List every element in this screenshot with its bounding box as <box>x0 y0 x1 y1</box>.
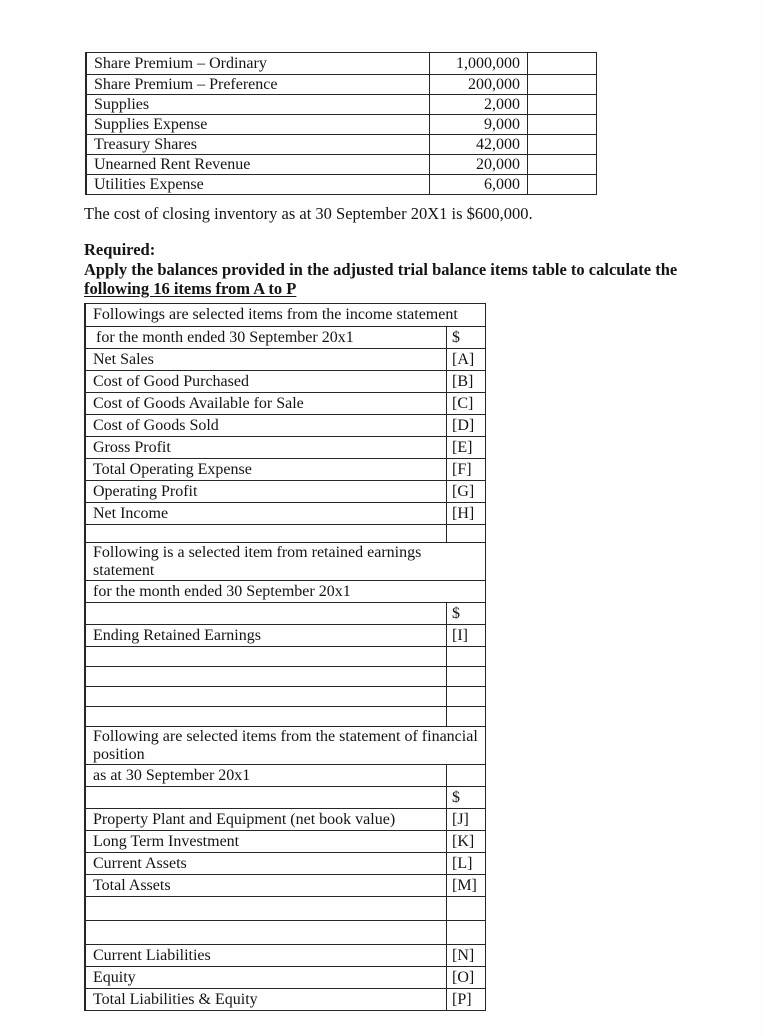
empty-cell <box>446 687 485 706</box>
table-row <box>87 53 596 74</box>
period-label: for the month ended 30 September 20x1 <box>96 328 354 346</box>
item-ref-cell: [M] <box>446 875 485 896</box>
item-row <box>86 830 485 852</box>
trial-extra-cell <box>527 115 596 134</box>
item-label-cell: Cost of Goods Sold <box>93 416 219 434</box>
period-row <box>86 580 485 602</box>
item-ref-cell: [B] <box>446 371 485 392</box>
item-label-cell: Total Operating Expense <box>93 460 252 478</box>
empty-row <box>86 646 485 666</box>
empty-cell <box>86 647 446 666</box>
trial-extra-cell <box>527 155 596 174</box>
item-label-cell: Net Sales <box>93 350 154 368</box>
item-ref-cell: [O] <box>446 967 485 988</box>
required-label: Required: <box>84 240 156 259</box>
section-title: Following is a selected item from retained earnings statement <box>93 544 422 579</box>
trial-label-cell: Treasury Shares <box>94 135 197 153</box>
item-ref-cell: [G] <box>446 481 485 502</box>
items-table <box>84 303 486 1011</box>
period-label: for the month ended 30 September 20x1 <box>93 582 351 600</box>
section-title-row <box>86 726 485 764</box>
period-label: as at 30 September 20x1 <box>93 766 251 784</box>
trial-extra-cell <box>527 95 596 114</box>
table-row <box>87 94 596 114</box>
empty-cell <box>446 707 485 726</box>
item-row <box>86 874 485 896</box>
item-row <box>86 944 485 966</box>
empty-cell <box>86 687 446 706</box>
item-ref-cell: [E] <box>446 437 485 458</box>
empty-cell <box>446 647 485 666</box>
table-row <box>87 74 596 94</box>
empty-row <box>86 920 485 944</box>
empty-cell <box>446 525 485 542</box>
item-ref-cell: [K] <box>446 831 485 852</box>
section-title-row <box>86 542 485 580</box>
trial-value-cell: 200,000 <box>429 75 527 94</box>
trial-value-cell: 2,000 <box>429 95 527 114</box>
empty-row <box>86 896 485 920</box>
currency-row <box>86 786 485 808</box>
trial-label-cell: Utilities Expense <box>94 175 204 193</box>
trial-value-cell: 9,000 <box>429 115 527 134</box>
item-label-cell: Operating Profit <box>93 482 198 500</box>
item-row <box>86 624 485 646</box>
empty-cell <box>446 897 485 920</box>
empty-cell <box>86 787 446 808</box>
item-ref-cell: [I] <box>446 625 485 646</box>
trial-label-cell: Unearned Rent Revenue <box>94 155 251 173</box>
item-label-cell: Current Liabilities <box>93 946 211 964</box>
required-block <box>84 240 677 299</box>
table-row <box>87 154 596 174</box>
empty-row <box>86 666 485 686</box>
item-row <box>86 966 485 988</box>
item-ref-cell: [F] <box>446 459 485 480</box>
item-label-cell: Total Liabilities & Equity <box>93 990 258 1008</box>
period-row <box>86 326 485 348</box>
item-ref-cell: [L] <box>446 853 485 874</box>
currency-cell: $ <box>446 787 485 808</box>
empty-cell <box>446 667 485 686</box>
item-label-cell: Ending Retained Earnings <box>93 626 261 644</box>
item-label-cell: Total Assets <box>93 876 171 894</box>
trial-extra-cell <box>527 75 596 94</box>
trial-value-cell: 20,000 <box>429 155 527 174</box>
trial-extra-cell <box>527 53 596 74</box>
trial-label-cell: Supplies Expense <box>94 115 208 133</box>
trial-label-cell: Share Premium – Ordinary <box>94 54 267 72</box>
section-title: Following are selected items from the statement of financial position <box>93 728 478 763</box>
empty-cell <box>86 897 446 920</box>
item-label-cell: Net Income <box>93 504 169 522</box>
required-instruction-line2: following 16 items from A to P <box>84 279 297 298</box>
item-row <box>86 852 485 874</box>
empty-row <box>86 524 485 542</box>
currency-row <box>86 602 485 624</box>
item-label-cell: Cost of Good Purchased <box>93 372 249 390</box>
currency-cell: $ <box>446 327 485 348</box>
item-label-cell: Cost of Goods Available for Sale <box>93 394 304 412</box>
item-label-cell: Current Assets <box>93 854 187 872</box>
closing-inventory-note: The cost of closing inventory as at 30 September 20X1 is $600,000. <box>84 204 533 223</box>
table-row <box>87 134 596 154</box>
empty-cell <box>446 765 485 786</box>
section-title: Followings are selected items from the income statement <box>93 306 458 323</box>
empty-cell <box>86 525 446 542</box>
trial-extra-cell <box>527 135 596 154</box>
item-ref-cell: [D] <box>446 415 485 436</box>
item-row <box>86 370 485 392</box>
item-ref-cell: [P] <box>446 989 485 1010</box>
empty-cell <box>86 603 446 624</box>
empty-row <box>86 706 485 726</box>
item-label-cell: Long Term Investment <box>93 832 240 850</box>
empty-cell <box>86 667 446 686</box>
item-row <box>86 988 485 1010</box>
section-title-row <box>86 304 485 326</box>
item-row <box>86 392 485 414</box>
trial-label-cell: Supplies <box>94 95 150 113</box>
period-row <box>86 764 485 786</box>
item-ref-cell: [C] <box>446 393 485 414</box>
empty-row <box>86 686 485 706</box>
item-ref-cell: [A] <box>446 349 485 370</box>
trial-value-cell: 1,000,000 <box>429 53 527 74</box>
item-ref-cell: [N] <box>446 945 485 966</box>
item-row <box>86 348 485 370</box>
empty-cell <box>86 707 446 726</box>
empty-cell <box>446 921 485 944</box>
empty-cell <box>86 921 446 944</box>
trial-label-cell: Share Premium – Preference <box>94 75 278 93</box>
item-row <box>86 808 485 830</box>
table-row <box>87 114 596 134</box>
trial-value-cell: 42,000 <box>429 135 527 154</box>
item-ref-cell: [H] <box>446 503 485 524</box>
item-row <box>86 414 485 436</box>
currency-cell: $ <box>446 603 485 624</box>
item-row <box>86 502 485 524</box>
trial-value-cell: 6,000 <box>429 175 527 194</box>
trial-extra-cell <box>527 175 596 194</box>
item-row <box>86 480 485 502</box>
item-row <box>86 458 485 480</box>
item-label-cell: Gross Profit <box>93 438 171 456</box>
table-row <box>87 174 596 194</box>
item-row <box>86 436 485 458</box>
item-label-cell: Property Plant and Equipment (net book value) <box>93 810 396 828</box>
trial-balance-table <box>85 52 597 195</box>
item-label-cell: Equity <box>93 968 136 986</box>
required-instruction-line1: Apply the balances provided in the adjusted trial balance items table to calculate the <box>84 259 678 279</box>
item-ref-cell: [J] <box>446 809 485 830</box>
